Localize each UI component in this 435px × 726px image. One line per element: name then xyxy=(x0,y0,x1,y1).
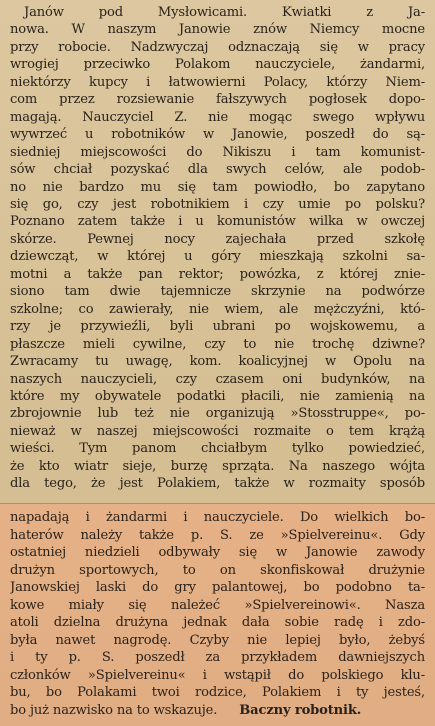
text-line: sów chciał pozyskać dla swych celów, ale podob- xyxy=(10,162,425,178)
text-line: ostatniej niedzieli odbywały się w Janowie zawody xyxy=(10,545,425,560)
closing-text: bo już nazwisko na to wskazuje. xyxy=(10,702,218,718)
text-line: drużyn sportowych, to on skonfiskował drużynie xyxy=(10,562,425,578)
text-line: magają. Nauczyciel Z. nie mogąc swego wpływu xyxy=(10,109,425,125)
closing-line xyxy=(10,702,425,720)
text-line: się go, czy jest robotnikiem i czy umie po polsku? xyxy=(10,196,425,212)
text-line: wywrzeć u robotników w Janowie, poszedł do są- xyxy=(10,127,425,143)
text-line: rzy je przywieźli, byli ubrani po wojskowemu, a xyxy=(10,319,425,335)
text-line: atoli dzielna drużyna jednak dała sobie radę i zdo- xyxy=(10,615,425,630)
text-line: które my obywatele podatki płacili, nie zamienią na xyxy=(10,388,425,404)
text-line: Janowskiej laski do gry palantowej, bo podobno ta- xyxy=(10,580,425,595)
text-line: że kto wiatr sieje, burzę sprząta. Na naszego wójta xyxy=(10,458,425,474)
text-line: wrogiej przeciwko Polakom nauczyciele, żandarmi, xyxy=(10,57,425,73)
text-line: i ty p. S. poszedł za przykładem dawniejszych xyxy=(10,650,425,665)
text-line: com przez rozsiewanie fałszywych pogłosek dopo- xyxy=(10,92,425,108)
text-line: bu, bo Polakami twoi rodzice, Polakiem i ty jesteś, xyxy=(10,685,425,700)
text-line: płaszcze mieli cywilne, czy to nie trochę dziwne? xyxy=(10,336,425,352)
text-line: motni a także pan rektor; powózka, z której znie- xyxy=(10,266,425,282)
text-line: zbrojownie lub też nie organizują »Stosstruppe«, po- xyxy=(10,406,425,422)
text-line: nieważ w naszej miejscowości rozmaite o tem krążą xyxy=(10,423,425,439)
text-line: niektórzy kupcy i łatwowierni Polacy, którzy Niem- xyxy=(10,74,425,90)
text-line: siedniej miejscowości do Nikiszu i tam komunist- xyxy=(10,144,425,160)
text-line: kowe miały się należeć »Spielvereinowi«. Nasza xyxy=(10,597,425,613)
text-line: Janów pod Mysłowicami. Kwiatki z Ja- xyxy=(24,5,425,20)
text-line: napadają i żandarmi i nauczyciele. Do wielkich bo- xyxy=(10,510,425,525)
article-lower-column xyxy=(0,503,435,726)
text-line: przy robocie. Nadzwyczaj odznaczają się w pracy xyxy=(10,39,425,55)
text-line: naszych nauczycieli, czy czasem oni budynków, na xyxy=(10,371,425,387)
text-line: nowa. W naszym Janowie znów Niemcy mocne xyxy=(10,22,425,38)
text-line: dziewcząt, w której u góry mieszkają szkolni sa- xyxy=(10,249,425,265)
signature: Baczny robotnik. xyxy=(239,702,362,718)
text-line: no nie bardzo mu się tam powiodło, bo zapytano xyxy=(10,179,425,195)
text-line: dla tego, że jest Polakiem, także w rozmaity sposób xyxy=(10,476,425,492)
text-line: członków »Spielvereinu« i wstąpił do polskiego klu- xyxy=(10,667,425,683)
text-line: wieści. Tym panom chciałbym tylko powiedzieć, xyxy=(10,441,425,457)
text-line: haterów należy także p. S. ze »Spielvereinu«. Gdy xyxy=(10,527,425,543)
text-line: skórze. Pewnej nocy zajechała przed szkołę xyxy=(10,231,425,247)
text-line: Poznano zatem także i u komunistów wilka w owczej xyxy=(10,214,425,230)
text-line: siono tam dwie tajemnicze skrzynie na podwórze xyxy=(10,284,425,300)
text-line: szkolne; co zawierały, nie wiem, ale mężczyźni, któ- xyxy=(10,301,425,317)
text-line: Zwracamy tu uwagę, kom. koalicyjnej w Opolu na xyxy=(10,354,425,370)
text-line: była nawet nagrodę. Czyby nie lepiej było, żebyś xyxy=(10,632,425,648)
